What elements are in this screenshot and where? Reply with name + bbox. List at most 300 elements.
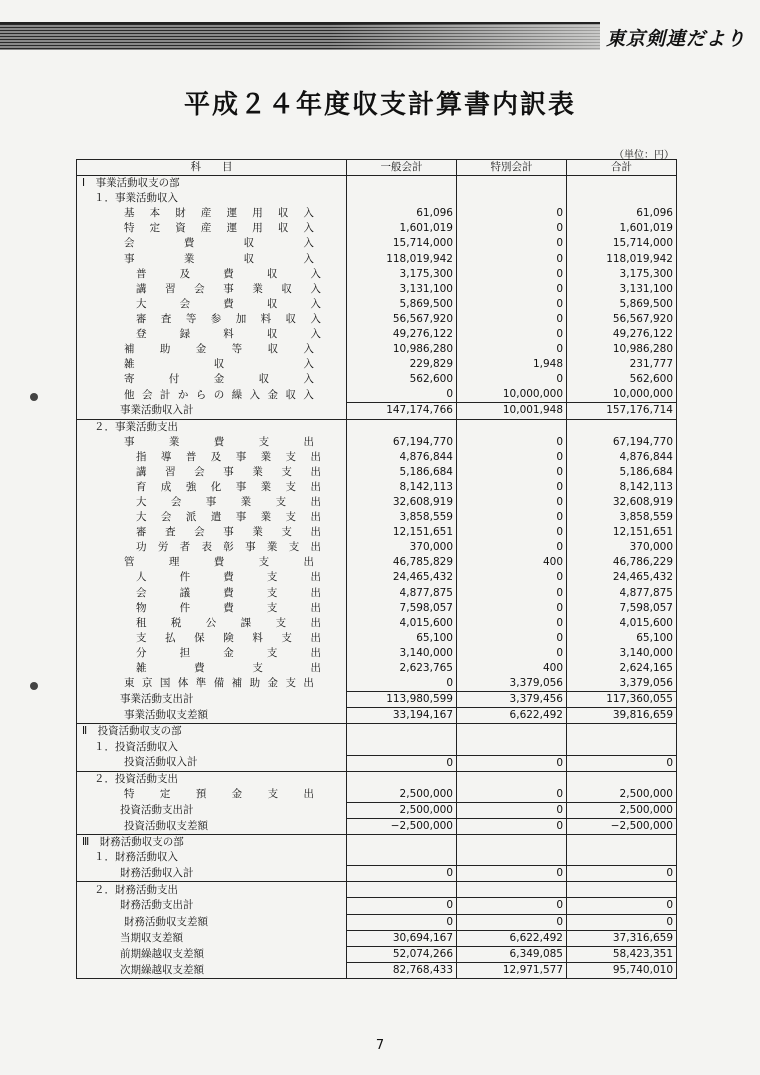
amount-ippan: 8,142,113 bbox=[347, 480, 457, 495]
amount-total: 2,500,000 bbox=[567, 787, 677, 803]
amount-tokubetsu bbox=[457, 419, 567, 435]
newsletter-brand: 東京剣連だより bbox=[605, 28, 746, 50]
amount-ippan: 3,175,300 bbox=[347, 267, 457, 282]
table-row bbox=[77, 724, 677, 740]
amount-tokubetsu: 400 bbox=[457, 555, 567, 570]
header-stripe bbox=[0, 22, 600, 50]
row-label: 次期繰越収支差額 bbox=[120, 963, 204, 976]
table-row bbox=[77, 419, 677, 435]
row-label: 会 議 費 支 出 bbox=[136, 586, 321, 599]
table-row bbox=[77, 221, 677, 236]
table-row bbox=[77, 387, 677, 403]
col-header-special: 特別会計 bbox=[457, 160, 567, 176]
amount-tokubetsu: 0 bbox=[457, 510, 567, 525]
row-label: 指 導 普 及 事 業 支 出 bbox=[136, 450, 321, 463]
amount-ippan: 46,785,829 bbox=[347, 555, 457, 570]
amount-ippan: 5,869,500 bbox=[347, 297, 457, 312]
amount-tokubetsu: 3,379,456 bbox=[457, 692, 567, 708]
amount-total: −2,500,000 bbox=[567, 818, 677, 834]
amount-ippan: −2,500,000 bbox=[347, 818, 457, 834]
amount-ippan: 1,601,019 bbox=[347, 221, 457, 236]
row-label: 講 習 会 事 業 収 入 bbox=[136, 282, 321, 295]
amount-total bbox=[567, 724, 677, 740]
row-label: ２．財務活動支出 bbox=[94, 883, 178, 896]
amount-tokubetsu bbox=[457, 850, 567, 866]
amount-tokubetsu: 0 bbox=[457, 236, 567, 251]
row-label-cell bbox=[77, 282, 347, 297]
amount-total: 3,858,559 bbox=[567, 510, 677, 525]
table-row bbox=[77, 176, 677, 192]
table-row bbox=[77, 297, 677, 312]
amount-tokubetsu bbox=[457, 191, 567, 206]
amount-ippan: 67,194,770 bbox=[347, 435, 457, 450]
amount-total: 61,096 bbox=[567, 206, 677, 221]
row-label: 東 京 国 体 準 備 補 助 金 支 出 bbox=[124, 677, 314, 690]
amount-ippan bbox=[347, 850, 457, 866]
row-label: 登 録 料 収 入 bbox=[136, 327, 321, 340]
row-label-cell bbox=[77, 221, 347, 236]
amount-ippan: 10,986,280 bbox=[347, 342, 457, 357]
row-label: 審 査 等 参 加 料 収 入 bbox=[136, 312, 321, 325]
row-label: 普 及 費 収 入 bbox=[136, 267, 321, 280]
amount-ippan: 370,000 bbox=[347, 540, 457, 555]
amount-tokubetsu: 0 bbox=[457, 755, 567, 771]
table-row bbox=[77, 755, 677, 771]
table-row bbox=[77, 342, 677, 357]
amount-tokubetsu: 0 bbox=[457, 787, 567, 803]
amount-tokubetsu bbox=[457, 724, 567, 740]
row-label: 投資活動収支差額 bbox=[124, 819, 208, 832]
amount-tokubetsu: 400 bbox=[457, 661, 567, 676]
row-label: 補 助 金 等 収 入 bbox=[124, 343, 314, 356]
amount-ippan: 0 bbox=[347, 755, 457, 771]
table-row bbox=[77, 191, 677, 206]
row-label-cell bbox=[77, 882, 347, 898]
amount-tokubetsu: 0 bbox=[457, 586, 567, 601]
col-header-general: 一般会計 bbox=[347, 160, 457, 176]
amount-ippan bbox=[347, 882, 457, 898]
row-label-cell bbox=[77, 403, 347, 419]
table-row bbox=[77, 616, 677, 631]
amount-ippan: 0 bbox=[347, 387, 457, 403]
row-label-cell bbox=[77, 342, 347, 357]
amount-ippan: 65,100 bbox=[347, 631, 457, 646]
row-label: 特 定 資 産 運 用 収 入 bbox=[124, 222, 314, 235]
table-row bbox=[77, 312, 677, 327]
amount-ippan: 3,131,100 bbox=[347, 282, 457, 297]
amount-tokubetsu: 0 bbox=[457, 898, 567, 914]
amount-ippan: 3,858,559 bbox=[347, 510, 457, 525]
amount-ippan bbox=[347, 724, 457, 740]
amount-ippan: 7,598,057 bbox=[347, 601, 457, 616]
row-label: Ⅱ 投資活動収支の部 bbox=[82, 725, 182, 738]
table-row bbox=[77, 435, 677, 450]
row-label-cell bbox=[77, 962, 347, 978]
amount-total: 7,598,057 bbox=[567, 601, 677, 616]
row-label-cell bbox=[77, 495, 347, 510]
amount-ippan: 118,019,942 bbox=[347, 251, 457, 266]
amount-total: 58,423,351 bbox=[567, 946, 677, 962]
row-label-cell bbox=[77, 835, 347, 851]
row-label-cell bbox=[77, 297, 347, 312]
amount-tokubetsu: 0 bbox=[457, 802, 567, 818]
amount-total: 231,777 bbox=[567, 357, 677, 372]
row-label: 雑 収 入 bbox=[124, 358, 314, 371]
row-label-cell bbox=[77, 419, 347, 435]
row-label-cell bbox=[77, 601, 347, 616]
row-label-cell bbox=[77, 465, 347, 480]
amount-ippan bbox=[347, 835, 457, 851]
amount-tokubetsu: 10,000,000 bbox=[457, 387, 567, 403]
table-row bbox=[77, 465, 677, 480]
amount-tokubetsu: 12,971,577 bbox=[457, 962, 567, 978]
table-row bbox=[77, 586, 677, 601]
col-header-total: 合計 bbox=[567, 160, 677, 176]
row-label: 租 税 公 課 支 出 bbox=[136, 616, 321, 629]
row-label: 基 本 財 産 運 用 収 入 bbox=[124, 207, 314, 220]
row-label-cell bbox=[77, 787, 347, 803]
amount-total: 562,600 bbox=[567, 372, 677, 387]
amount-tokubetsu: 0 bbox=[457, 372, 567, 387]
table-row bbox=[77, 946, 677, 962]
amount-total: 8,142,113 bbox=[567, 480, 677, 495]
row-label: 特 定 預 金 支 出 bbox=[124, 788, 314, 801]
amount-tokubetsu: 0 bbox=[457, 818, 567, 834]
row-label: 功 労 者 表 彰 事 業 支 出 bbox=[136, 541, 321, 554]
amount-total: 118,019,942 bbox=[567, 251, 677, 266]
amount-ippan: 15,714,000 bbox=[347, 236, 457, 251]
amount-ippan: 33,194,167 bbox=[347, 708, 457, 724]
row-label-cell bbox=[77, 692, 347, 708]
row-label-cell bbox=[77, 631, 347, 646]
row-label: ２．投資活動支出 bbox=[94, 772, 178, 785]
amount-total: 4,876,844 bbox=[567, 450, 677, 465]
amount-tokubetsu: 0 bbox=[457, 251, 567, 266]
table-row bbox=[77, 930, 677, 946]
table-row bbox=[77, 206, 677, 221]
amount-total: 370,000 bbox=[567, 540, 677, 555]
table-row bbox=[77, 692, 677, 708]
row-label-cell bbox=[77, 327, 347, 342]
amount-ippan: 24,465,432 bbox=[347, 570, 457, 585]
row-label: 大 会 事 業 支 出 bbox=[136, 496, 321, 509]
row-label: Ⅰ 事業活動収支の部 bbox=[82, 177, 180, 190]
row-label-cell bbox=[77, 267, 347, 282]
row-label-cell bbox=[77, 540, 347, 555]
amount-ippan: 3,140,000 bbox=[347, 646, 457, 661]
amount-tokubetsu: 0 bbox=[457, 206, 567, 221]
row-label: 事業活動収入計 bbox=[120, 404, 194, 417]
amount-ippan: 0 bbox=[347, 866, 457, 882]
amount-tokubetsu bbox=[457, 771, 567, 787]
amount-ippan: 2,500,000 bbox=[347, 787, 457, 803]
row-label: 人 件 費 支 出 bbox=[136, 571, 321, 584]
table-row bbox=[77, 866, 677, 882]
amount-tokubetsu: 1,948 bbox=[457, 357, 567, 372]
table-row bbox=[77, 357, 677, 372]
amount-tokubetsu: 0 bbox=[457, 570, 567, 585]
amount-ippan: 49,276,122 bbox=[347, 327, 457, 342]
row-label-cell bbox=[77, 676, 347, 692]
table-row bbox=[77, 251, 677, 266]
amount-total: 37,316,659 bbox=[567, 930, 677, 946]
row-label: 事 業 費 支 出 bbox=[124, 435, 314, 448]
amount-tokubetsu: 0 bbox=[457, 495, 567, 510]
row-label-cell bbox=[77, 866, 347, 882]
amount-tokubetsu: 0 bbox=[457, 616, 567, 631]
amount-total: 4,877,875 bbox=[567, 586, 677, 601]
row-label-cell bbox=[77, 570, 347, 585]
amount-ippan: 61,096 bbox=[347, 206, 457, 221]
amount-total: 65,100 bbox=[567, 631, 677, 646]
table-row bbox=[77, 898, 677, 914]
row-label-cell bbox=[77, 510, 347, 525]
row-label-cell bbox=[77, 586, 347, 601]
amount-tokubetsu: 0 bbox=[457, 631, 567, 646]
amount-tokubetsu: 10,001,948 bbox=[457, 403, 567, 419]
amount-total bbox=[567, 882, 677, 898]
row-label-cell bbox=[77, 357, 347, 372]
table-row bbox=[77, 555, 677, 570]
amount-tokubetsu: 0 bbox=[457, 312, 567, 327]
row-label: 大 会 費 収 入 bbox=[136, 297, 321, 310]
row-label-cell bbox=[77, 312, 347, 327]
amount-total: 49,276,122 bbox=[567, 327, 677, 342]
row-label: 財務活動収入計 bbox=[120, 867, 194, 880]
row-label-cell bbox=[77, 176, 347, 192]
row-label-cell bbox=[77, 755, 347, 771]
table-row bbox=[77, 771, 677, 787]
amount-ippan: 147,174,766 bbox=[347, 403, 457, 419]
table-row bbox=[77, 646, 677, 661]
row-label: 事業活動収支差額 bbox=[124, 709, 208, 722]
amount-tokubetsu bbox=[457, 882, 567, 898]
table-row bbox=[77, 570, 677, 585]
amount-total: 56,567,920 bbox=[567, 312, 677, 327]
row-label-cell bbox=[77, 387, 347, 403]
row-label-cell bbox=[77, 930, 347, 946]
row-label-cell bbox=[77, 946, 347, 962]
row-label-cell bbox=[77, 480, 347, 495]
table-row bbox=[77, 267, 677, 282]
table-row bbox=[77, 739, 677, 755]
amount-ippan: 229,829 bbox=[347, 357, 457, 372]
table-row bbox=[77, 802, 677, 818]
amount-total bbox=[567, 771, 677, 787]
row-label: １．投資活動収入 bbox=[94, 740, 178, 753]
row-label: 講 習 会 事 業 支 出 bbox=[136, 465, 321, 478]
amount-tokubetsu: 0 bbox=[457, 342, 567, 357]
row-label: 投資活動収入計 bbox=[124, 756, 198, 769]
amount-tokubetsu: 6,349,085 bbox=[457, 946, 567, 962]
amount-total: 2,624,165 bbox=[567, 661, 677, 676]
table-row bbox=[77, 601, 677, 616]
table-row bbox=[77, 327, 677, 342]
row-label-cell bbox=[77, 525, 347, 540]
row-label-cell bbox=[77, 616, 347, 631]
amount-total bbox=[567, 835, 677, 851]
row-label-cell bbox=[77, 450, 347, 465]
amount-tokubetsu: 0 bbox=[457, 282, 567, 297]
amount-total: 46,786,229 bbox=[567, 555, 677, 570]
row-label-cell bbox=[77, 206, 347, 221]
table-row bbox=[77, 480, 677, 495]
amount-tokubetsu: 0 bbox=[457, 646, 567, 661]
table-row bbox=[77, 818, 677, 834]
row-label-cell bbox=[77, 724, 347, 740]
amount-total: 24,465,432 bbox=[567, 570, 677, 585]
table-row bbox=[77, 236, 677, 251]
row-label-cell bbox=[77, 236, 347, 251]
row-label-cell bbox=[77, 251, 347, 266]
amount-total: 1,601,019 bbox=[567, 221, 677, 236]
page-title: 平成２４年度収支計算書内訳表 bbox=[183, 90, 576, 120]
amount-tokubetsu: 0 bbox=[457, 525, 567, 540]
table-row bbox=[77, 631, 677, 646]
amount-ippan: 4,877,875 bbox=[347, 586, 457, 601]
amount-total: 3,379,056 bbox=[567, 676, 677, 692]
amount-tokubetsu: 0 bbox=[457, 297, 567, 312]
col-header-item: 科 目 bbox=[77, 160, 347, 176]
amount-total bbox=[567, 850, 677, 866]
amount-tokubetsu: 0 bbox=[457, 866, 567, 882]
row-label-cell bbox=[77, 708, 347, 724]
amount-total: 157,176,714 bbox=[567, 403, 677, 419]
amount-total: 5,186,684 bbox=[567, 465, 677, 480]
table-row bbox=[77, 450, 677, 465]
row-label: 寄 付 金 収 入 bbox=[124, 373, 314, 386]
table-row bbox=[77, 540, 677, 555]
amount-ippan: 2,500,000 bbox=[347, 802, 457, 818]
amount-tokubetsu: 0 bbox=[457, 221, 567, 236]
amount-tokubetsu: 0 bbox=[457, 540, 567, 555]
row-label: 支 払 保 険 料 支 出 bbox=[136, 631, 321, 644]
table-row bbox=[77, 525, 677, 540]
row-label: 雑 費 支 出 bbox=[136, 662, 321, 675]
budget-table bbox=[76, 159, 677, 979]
table-row bbox=[77, 676, 677, 692]
page-number: 7 bbox=[375, 1038, 385, 1053]
amount-ippan bbox=[347, 771, 457, 787]
amount-ippan: 562,600 bbox=[347, 372, 457, 387]
table-row bbox=[77, 787, 677, 803]
table-row bbox=[77, 282, 677, 297]
amount-total: 67,194,770 bbox=[567, 435, 677, 450]
row-label-cell bbox=[77, 850, 347, 866]
table-row bbox=[77, 495, 677, 510]
table-row bbox=[77, 510, 677, 525]
row-label-cell bbox=[77, 191, 347, 206]
row-label: 育 成 強 化 事 業 支 出 bbox=[136, 480, 321, 493]
amount-total: 0 bbox=[567, 914, 677, 930]
row-label: 物 件 費 支 出 bbox=[136, 601, 321, 614]
amount-total: 95,740,010 bbox=[567, 962, 677, 978]
amount-tokubetsu bbox=[457, 176, 567, 192]
table-row bbox=[77, 962, 677, 978]
amount-total bbox=[567, 191, 677, 206]
amount-total bbox=[567, 739, 677, 755]
amount-total: 3,140,000 bbox=[567, 646, 677, 661]
row-label-cell bbox=[77, 435, 347, 450]
row-label-cell bbox=[77, 555, 347, 570]
amount-ippan: 0 bbox=[347, 914, 457, 930]
table-row bbox=[77, 914, 677, 930]
row-label-cell bbox=[77, 818, 347, 834]
amount-tokubetsu bbox=[457, 835, 567, 851]
amount-ippan: 32,608,919 bbox=[347, 495, 457, 510]
row-label: １．財務活動収入 bbox=[94, 851, 178, 864]
amount-total: 2,500,000 bbox=[567, 802, 677, 818]
amount-total: 39,816,659 bbox=[567, 708, 677, 724]
amount-tokubetsu: 6,622,492 bbox=[457, 930, 567, 946]
row-label: 投資活動支出計 bbox=[120, 803, 194, 816]
amount-total: 10,986,280 bbox=[567, 342, 677, 357]
amount-ippan: 2,623,765 bbox=[347, 661, 457, 676]
amount-tokubetsu: 0 bbox=[457, 327, 567, 342]
amount-ippan: 12,151,651 bbox=[347, 525, 457, 540]
row-label-cell bbox=[77, 372, 347, 387]
amount-ippan: 5,186,684 bbox=[347, 465, 457, 480]
amount-ippan bbox=[347, 419, 457, 435]
amount-tokubetsu: 0 bbox=[457, 914, 567, 930]
amount-tokubetsu: 0 bbox=[457, 267, 567, 282]
amount-ippan bbox=[347, 191, 457, 206]
row-label: 財務活動支出計 bbox=[120, 899, 194, 912]
amount-total: 3,175,300 bbox=[567, 267, 677, 282]
amount-ippan: 52,074,266 bbox=[347, 946, 457, 962]
amount-ippan: 0 bbox=[347, 898, 457, 914]
amount-total: 4,015,600 bbox=[567, 616, 677, 631]
row-label-cell bbox=[77, 661, 347, 676]
row-label: 会 費 収 入 bbox=[124, 237, 314, 250]
amount-total bbox=[567, 176, 677, 192]
binding-hole-mark bbox=[30, 682, 38, 690]
amount-ippan: 56,567,920 bbox=[347, 312, 457, 327]
amount-tokubetsu: 0 bbox=[457, 465, 567, 480]
row-label: 前期繰越収支差額 bbox=[120, 947, 204, 960]
table-row bbox=[77, 835, 677, 851]
table-header-row bbox=[77, 160, 677, 176]
row-label: 当期収支差額 bbox=[120, 931, 183, 944]
table-row bbox=[77, 850, 677, 866]
amount-total: 0 bbox=[567, 755, 677, 771]
amount-tokubetsu: 0 bbox=[457, 480, 567, 495]
row-label: Ⅲ 財務活動収支の部 bbox=[82, 836, 184, 849]
amount-ippan: 82,768,433 bbox=[347, 962, 457, 978]
amount-total: 0 bbox=[567, 898, 677, 914]
amount-total bbox=[567, 419, 677, 435]
amount-ippan: 4,876,844 bbox=[347, 450, 457, 465]
amount-total: 15,714,000 bbox=[567, 236, 677, 251]
row-label: 事業活動支出計 bbox=[120, 693, 194, 706]
amount-total: 117,360,055 bbox=[567, 692, 677, 708]
row-label-cell bbox=[77, 914, 347, 930]
row-label: 他 会 計 か ら の 繰 入 金 収 入 bbox=[124, 388, 314, 401]
row-label: 財務活動収支差額 bbox=[124, 915, 208, 928]
amount-ippan bbox=[347, 739, 457, 755]
row-label: 管 理 費 支 出 bbox=[124, 556, 314, 569]
table-row bbox=[77, 708, 677, 724]
row-label: 大 会 派 遣 事 業 支 出 bbox=[136, 511, 321, 524]
row-label: 事 業 収 入 bbox=[124, 252, 314, 265]
amount-ippan: 0 bbox=[347, 676, 457, 692]
amount-total: 5,869,500 bbox=[567, 297, 677, 312]
row-label: １．事業活動収入 bbox=[94, 192, 178, 205]
amount-total: 10,000,000 bbox=[567, 387, 677, 403]
row-label-cell bbox=[77, 771, 347, 787]
amount-tokubetsu: 0 bbox=[457, 435, 567, 450]
row-label: 審 査 会 事 業 支 出 bbox=[136, 526, 321, 539]
